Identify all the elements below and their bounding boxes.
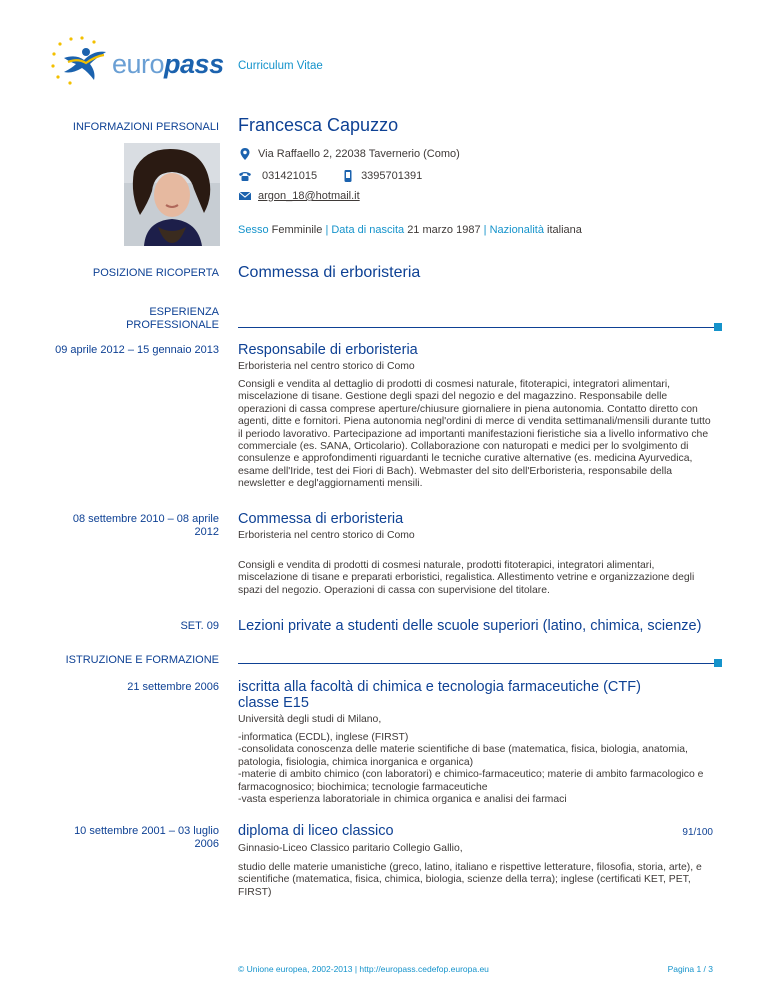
section-label-education: ISTRUZIONE E FORMAZIONE — [65, 654, 219, 666]
section-label-position: POSIZIONE RICOPERTA — [92, 267, 219, 279]
location-pin-icon — [238, 147, 252, 161]
edu2-dates: 10 settembre 2001 – 03 luglio 2006 — [74, 825, 219, 850]
email-row — [238, 189, 360, 203]
person-name: Francesca Capuzzo — [238, 115, 399, 135]
phone-row — [238, 169, 422, 183]
exp1-description: Consigli e vendita al dettaglio di prodotti di cosmesi naturale, fitoterapici, integratori alimentari, miscelazione di tisane. Gestione degli spazi del negozio e del magazzino. Responsabile delle operazioni di cassa comprese aperture/chiusure giornaliere in piena autonomia. Contatto diretto con agenti, ditte e fornitori. Piena autonomia negl'ordini di merce di vendita settimanali/mensili durante tutto il periodo lavorativo. Partecipazione ad importanti manifestazioni fieristiche sia a livello informativo che commerciale (es. SANA, Orticolario). Collaborazione con naturopati e medici per lo svolgimento di consulenze e approfondimenti riguardanti le tecniche curative alternative (es. medicina Ayurvedica, esame dell'Iride, test dei Fiori di Bach). Webmaster del sito dell'Erboristeria, responsabile della newsletter e degl'aggiornamenti mensili. — [238, 379, 711, 490]
exp2-dates: 08 settembre 2010 – 08 aprile 2012 — [72, 513, 219, 538]
section-label-experience: ESPERIENZA PROFESSIONALE — [126, 306, 219, 331]
edu1-dates: 21 settembre 2006 — [127, 681, 219, 693]
edu2-grade: 91/100 — [682, 827, 713, 838]
position-value: Commessa di erboristeria — [238, 264, 421, 281]
exp2-employer: Erboristeria nel centro storico di Como — [238, 530, 415, 541]
sex-label: Sesso — [238, 224, 269, 236]
edu2-institution: Ginnasio-Liceo Classico paritario Collegio Gallio, — [238, 843, 463, 854]
logo-euro-text: euro — [112, 49, 165, 79]
footer-copyright: © Unione europea, 2002-2013 | http://europass.cedefop.europa.eu — [238, 964, 489, 974]
logo-pass-text: pass — [164, 49, 224, 79]
exp1-title: Responsabile di erboristeria — [238, 342, 418, 358]
birth-value: 21 marzo 1987 — [407, 224, 481, 236]
mobile-phone-icon — [341, 169, 355, 183]
sex-value: Femminile — [271, 224, 323, 236]
exp2-title: Commessa di erboristeria — [238, 511, 404, 527]
address-row — [238, 147, 460, 161]
nationality-value: italiana — [547, 224, 582, 236]
email-link[interactable]: argon_18@hotmail.it — [258, 190, 360, 202]
section-label-personal: INFORMAZIONI PERSONALI — [72, 121, 219, 133]
phone1-text: 031421015 — [262, 170, 318, 182]
landline-phone-icon — [238, 169, 252, 183]
exp1-employer: Erboristeria nel centro storico di Como — [238, 361, 415, 372]
europass-star-figure-icon — [50, 36, 112, 86]
profile-photo — [124, 143, 220, 246]
exp3-title: Lezioni private a studenti delle scuole superiori (latino, chimica, scienze) — [238, 618, 702, 634]
exp1-dates: 09 aprile 2012 – 15 gennaio 2013 — [55, 344, 219, 356]
europass-logo — [50, 36, 222, 86]
education-separator — [238, 663, 714, 664]
exp3-dates: SET. 09 — [180, 620, 219, 632]
email-envelope-icon — [238, 189, 252, 203]
edu2-title: diploma di liceo classico — [238, 823, 394, 839]
doc-title: Curriculum Vitae — [238, 60, 323, 72]
nationality-label: Nazionalità — [489, 224, 544, 236]
phone2-text: 3395701391 — [361, 170, 423, 182]
address-text: Via Raffaello 2, 22038 Tavernerio (Como) — [258, 148, 460, 160]
birth-label: Data di nascita — [331, 224, 405, 236]
personal-details-line: Sesso Femminile | Data di nascita 21 marzo 1987 | Nazionalità italiana — [238, 224, 582, 236]
edu2-description: studio delle materie umanistiche (greco, latino, italiano e rispettive letterature, filosofia, storia, arte), e scientifiche (matematica, fisica, chimica, biologia, scienze della terra); inglese (certificati KET, PET, FIRST) — [238, 862, 702, 898]
edu1-description: -informatica (ECDL), inglese (FIRST) -consolidata conoscenza delle materie scientifiche di base (matematica, fisica, biologia, anatomia, patologia, fisiologia, chimica inorganica e organica) -materie di ambito chimico (con laboratori) e chimico-farmaceutico; materie di ambito farmacologico e farmacognosico; biochimica; tecnologie farmaceutiche -vasta esperienza laboratoriale in chimica organica e analisi dei farmaci — [238, 732, 704, 806]
edu1-institution: Università degli studi di Milano, — [238, 714, 382, 725]
exp2-description: Consigli e vendita di prodotti di cosmesi naturale, prodotti fitoterapici, integratori alimentari, miscelazione di tisane e preparati erboristici, regalistica. Allestimento vetrine e organizzazione degli spazi del negozio. Operazioni di cassa con supervisione del titolare. — [238, 560, 695, 596]
footer-page-number: Pagina 1 / 3 — [667, 964, 713, 974]
edu1-title: iscritta alla facoltà di chimica e tecnologia farmaceutiche (CTF) classe E15 — [238, 679, 641, 711]
experience-separator — [238, 327, 714, 328]
